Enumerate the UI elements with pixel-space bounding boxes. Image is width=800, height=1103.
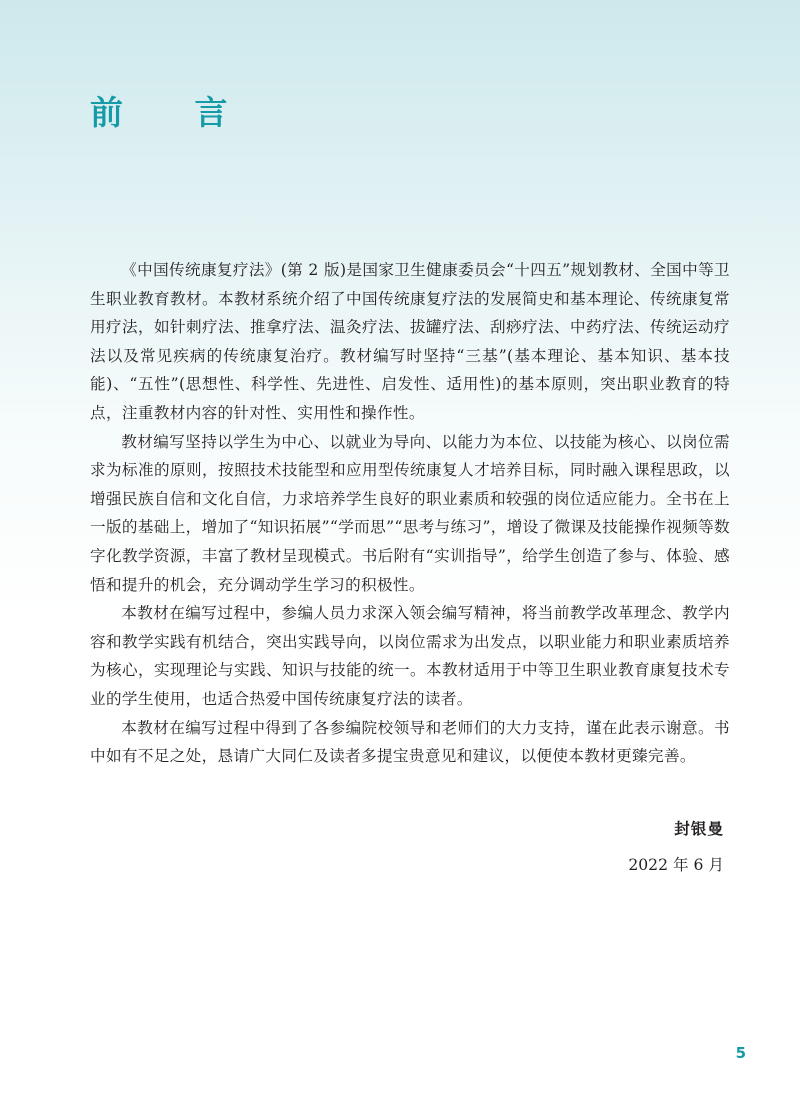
paragraph-3: 本教材在编写过程中，参编人员力求深入领会编写精神，将当前教学改革理念、教学内容和教学实践有机结合，突出实践导向，以岗位需求为出发点，以职业能力和职业素质培养为核心，实现理论与实践、知识与技能的统一。本教材适用于中等卫生职业教育康复技术专业的学生使用，也适合热爱中国传统康复疗法的读者。 [90,604,730,708]
paragraph-2: 教材编写坚持以学生为中心、以就业为导向、以能力为本位、以技能为核心、以岗位需求为标准的原则，按照技术技能型和应用型传统康复人才培养目标，同时融入课程思政，以增强民族自信和文化自信，力求培养学生良好的职业素质和较强的岗位适应能力。全书在上一版的基础上，增加了“知识拓展”“学而思”“思考与练习”，增设了微课及技能操作视频等数字化教学资源，丰富了教材呈现模式。书后附有“实训指导”，给学生创造了参与、体验、感悟和提升的机会，充分调动学生学习的积极性。 [90,432,730,594]
author-name: 封银曼 [674,820,724,838]
signature-block [628,815,724,879]
page-title: 前 言 [90,93,258,132]
preface-body [90,256,730,771]
paragraph-4: 本教材在编写过程中得到了各参编院校领导和老师们的大力支持，谨在此表示谢意。书中如有不足之处，恳请广大同仁及读者多提宝贵意见和建议，以便使本教材更臻完善。 [90,718,730,766]
paragraph-1: 《中国传统康复疗法》(第 2 版)是国家卫生健康委员会“十四五”规划教材、全国中等卫生职业教育教材。本教材系统介绍了中国传统康复疗法的发展简史和基本理论、传统康复常用疗法，如针刺疗法、推拿疗法、温灸疗法、拔罐疗法、刮痧疗法、中药疗法、传统运动疗法以及常见疾病的传统康复治疗。教材编写时坚持“三基”(基本理论、基本知识、基本技能)、“五性”(思想性、科学性、先进性、启发性、适用性)的基本原则，突出职业教育的特点，注重教材内容的针对性、实用性和操作性。 [90,261,730,422]
date-line: 2022 年 6 月 [628,856,724,874]
page-number: 5 [735,1044,746,1062]
